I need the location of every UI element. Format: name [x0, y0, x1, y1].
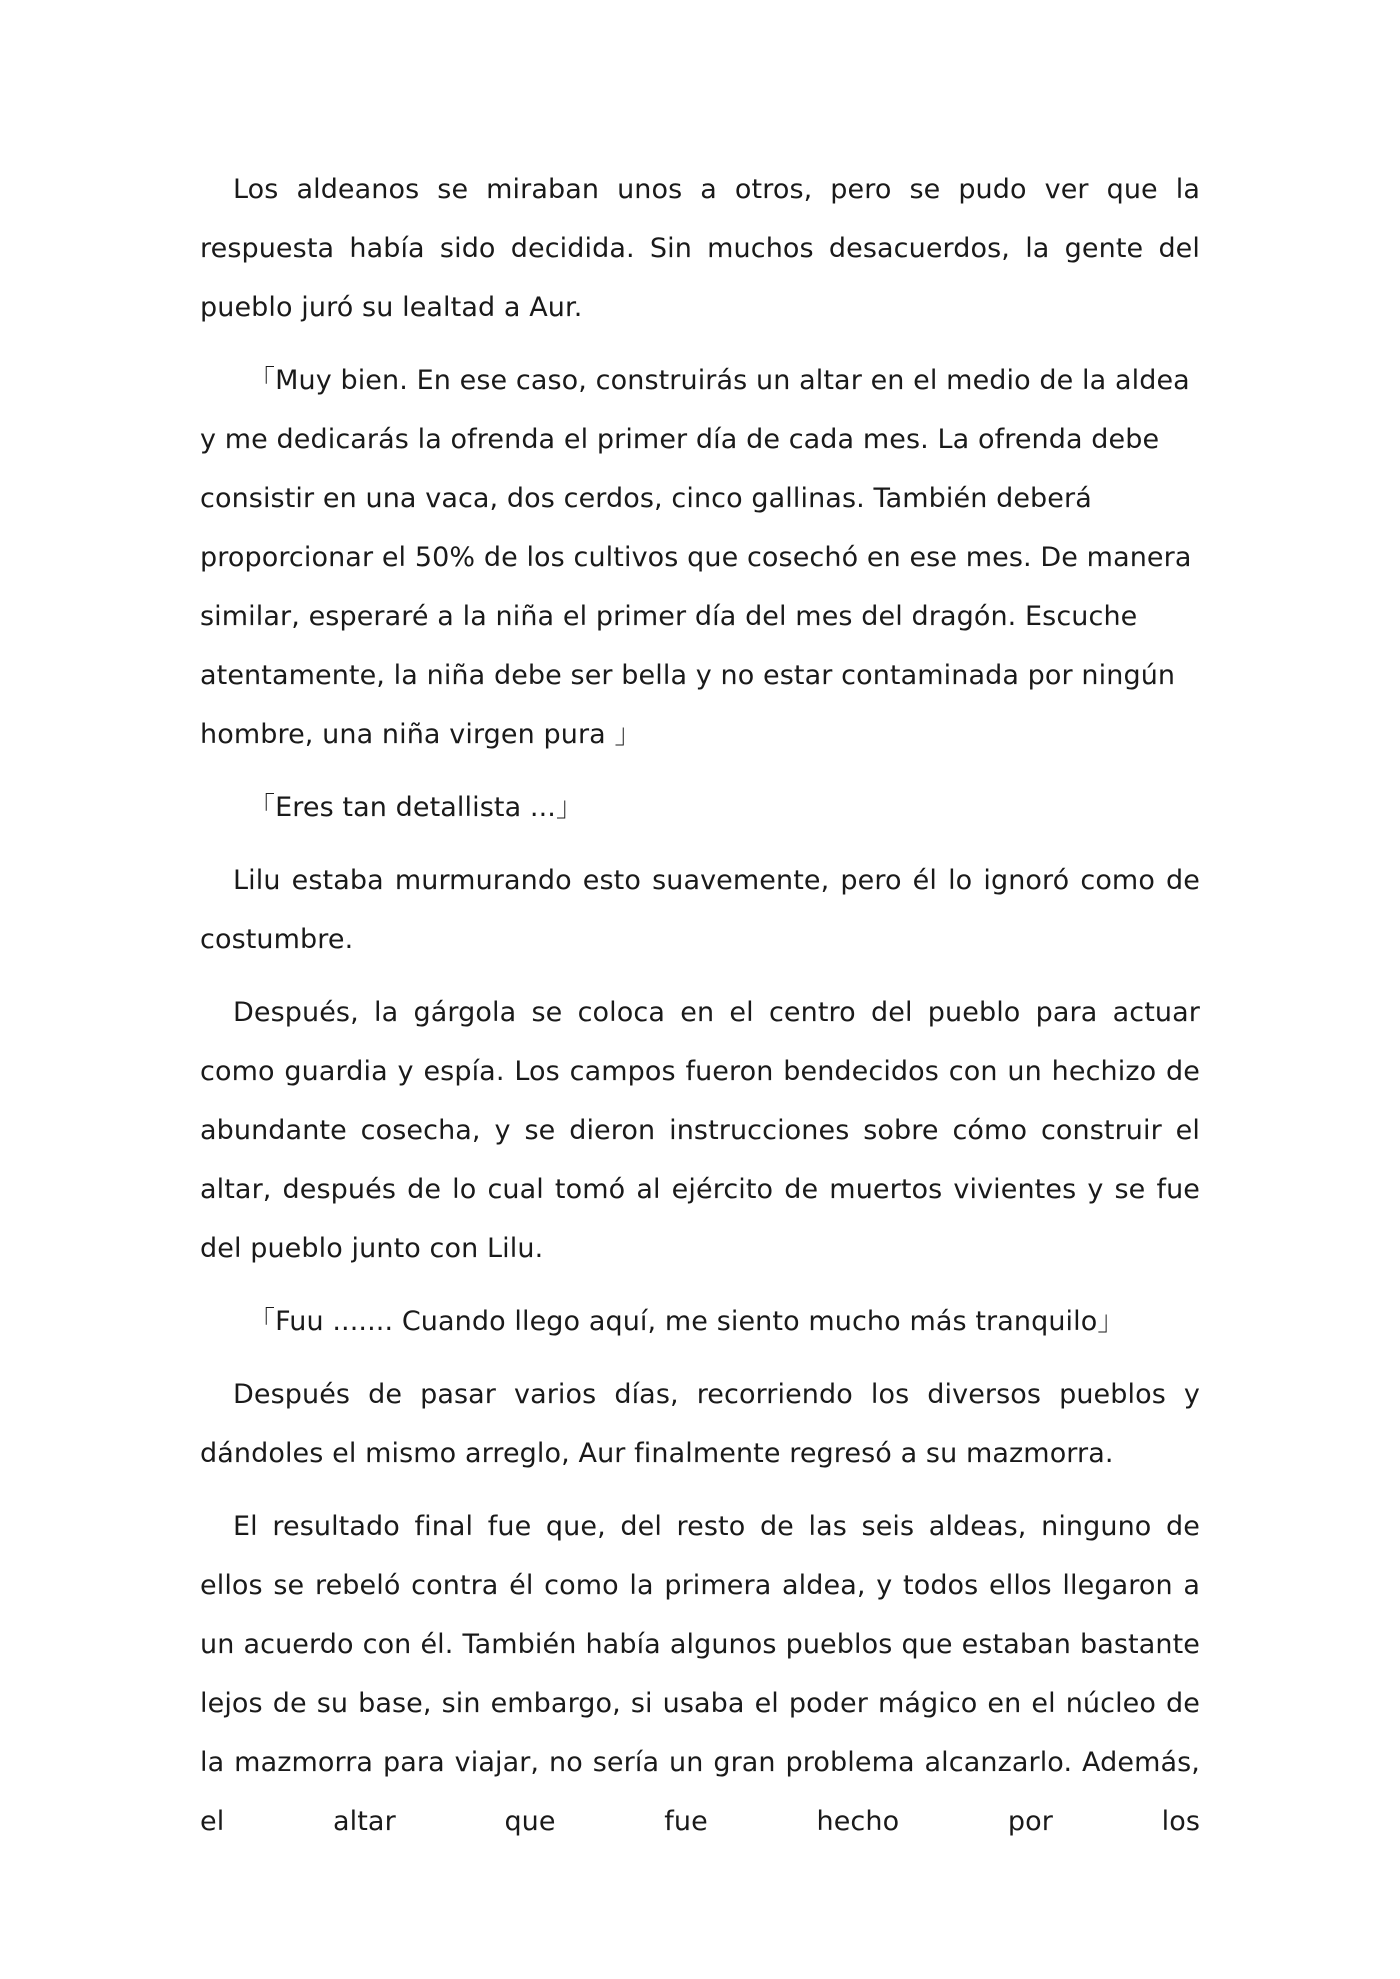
- paragraph-dialogue: 「Muy bien. En ese caso, construirás un altar en el medio de la aldea y me dedicarás la ofrenda el primer día de cada mes. La ofrenda debe consistir en una vaca, dos cerdos, cinco gallinas. También deberá proporcionar el 50% de los cultivos que cosechó en ese mes. De manera similar, esperaré a la niña el primer día del mes del dragón. Escuche atentamente, la niña debe ser bella y no estar contaminada por ningún hombre, una niña virgen pura 」: [200, 365, 1192, 750]
- paragraph-dialogue: 「Fuu ....... Cuando llego aquí, me siento mucho más tranquilo」: [248, 1306, 1125, 1337]
- body-text: [200, 160, 1200, 1865]
- paragraph-dialogue: 「Eres tan detallista ...」: [248, 792, 584, 823]
- paragraph-narration: Los aldeanos se miraban unos a otros, pero se pudo ver que la respuesta había sido decidida. Sin muchos desacuerdos, la gente del pueblo juró su lealtad a Aur.: [200, 174, 1200, 323]
- paragraph-narration: Después de pasar varios días, recorriendo los diversos pueblos y dándoles el mismo arreglo, Aur finalmente regresó a su mazmorra.: [200, 1379, 1200, 1469]
- paragraph-narration: Después, la gárgola se coloca en el centro del pueblo para actuar como guardia y espía. Los campos fueron bendecidos con un hechizo de abundante cosecha, y se dieron instrucciones sobre cómo construir el altar, después de lo cual tomó al ejército de muertos vivientes y se fue del pueblo junto con Lilu.: [200, 997, 1200, 1264]
- paragraph-narration: El resultado final fue que, del resto de las seis aldeas, ninguno de ellos se rebeló contra él como la primera aldea, y todos ellos llegaron a un acuerdo con él. También había algunos pueblos que estaban bastante lejos de su base, sin embargo, si usaba el poder mágico en el núcleo de la mazmorra para viajar, no sería un gran problema alcanzarlo. Además, el altar que fue hecho por los: [200, 1511, 1200, 1837]
- paragraph-narration: Lilu estaba murmurando esto suavemente, pero él lo ignoró como de costumbre.: [200, 865, 1200, 955]
